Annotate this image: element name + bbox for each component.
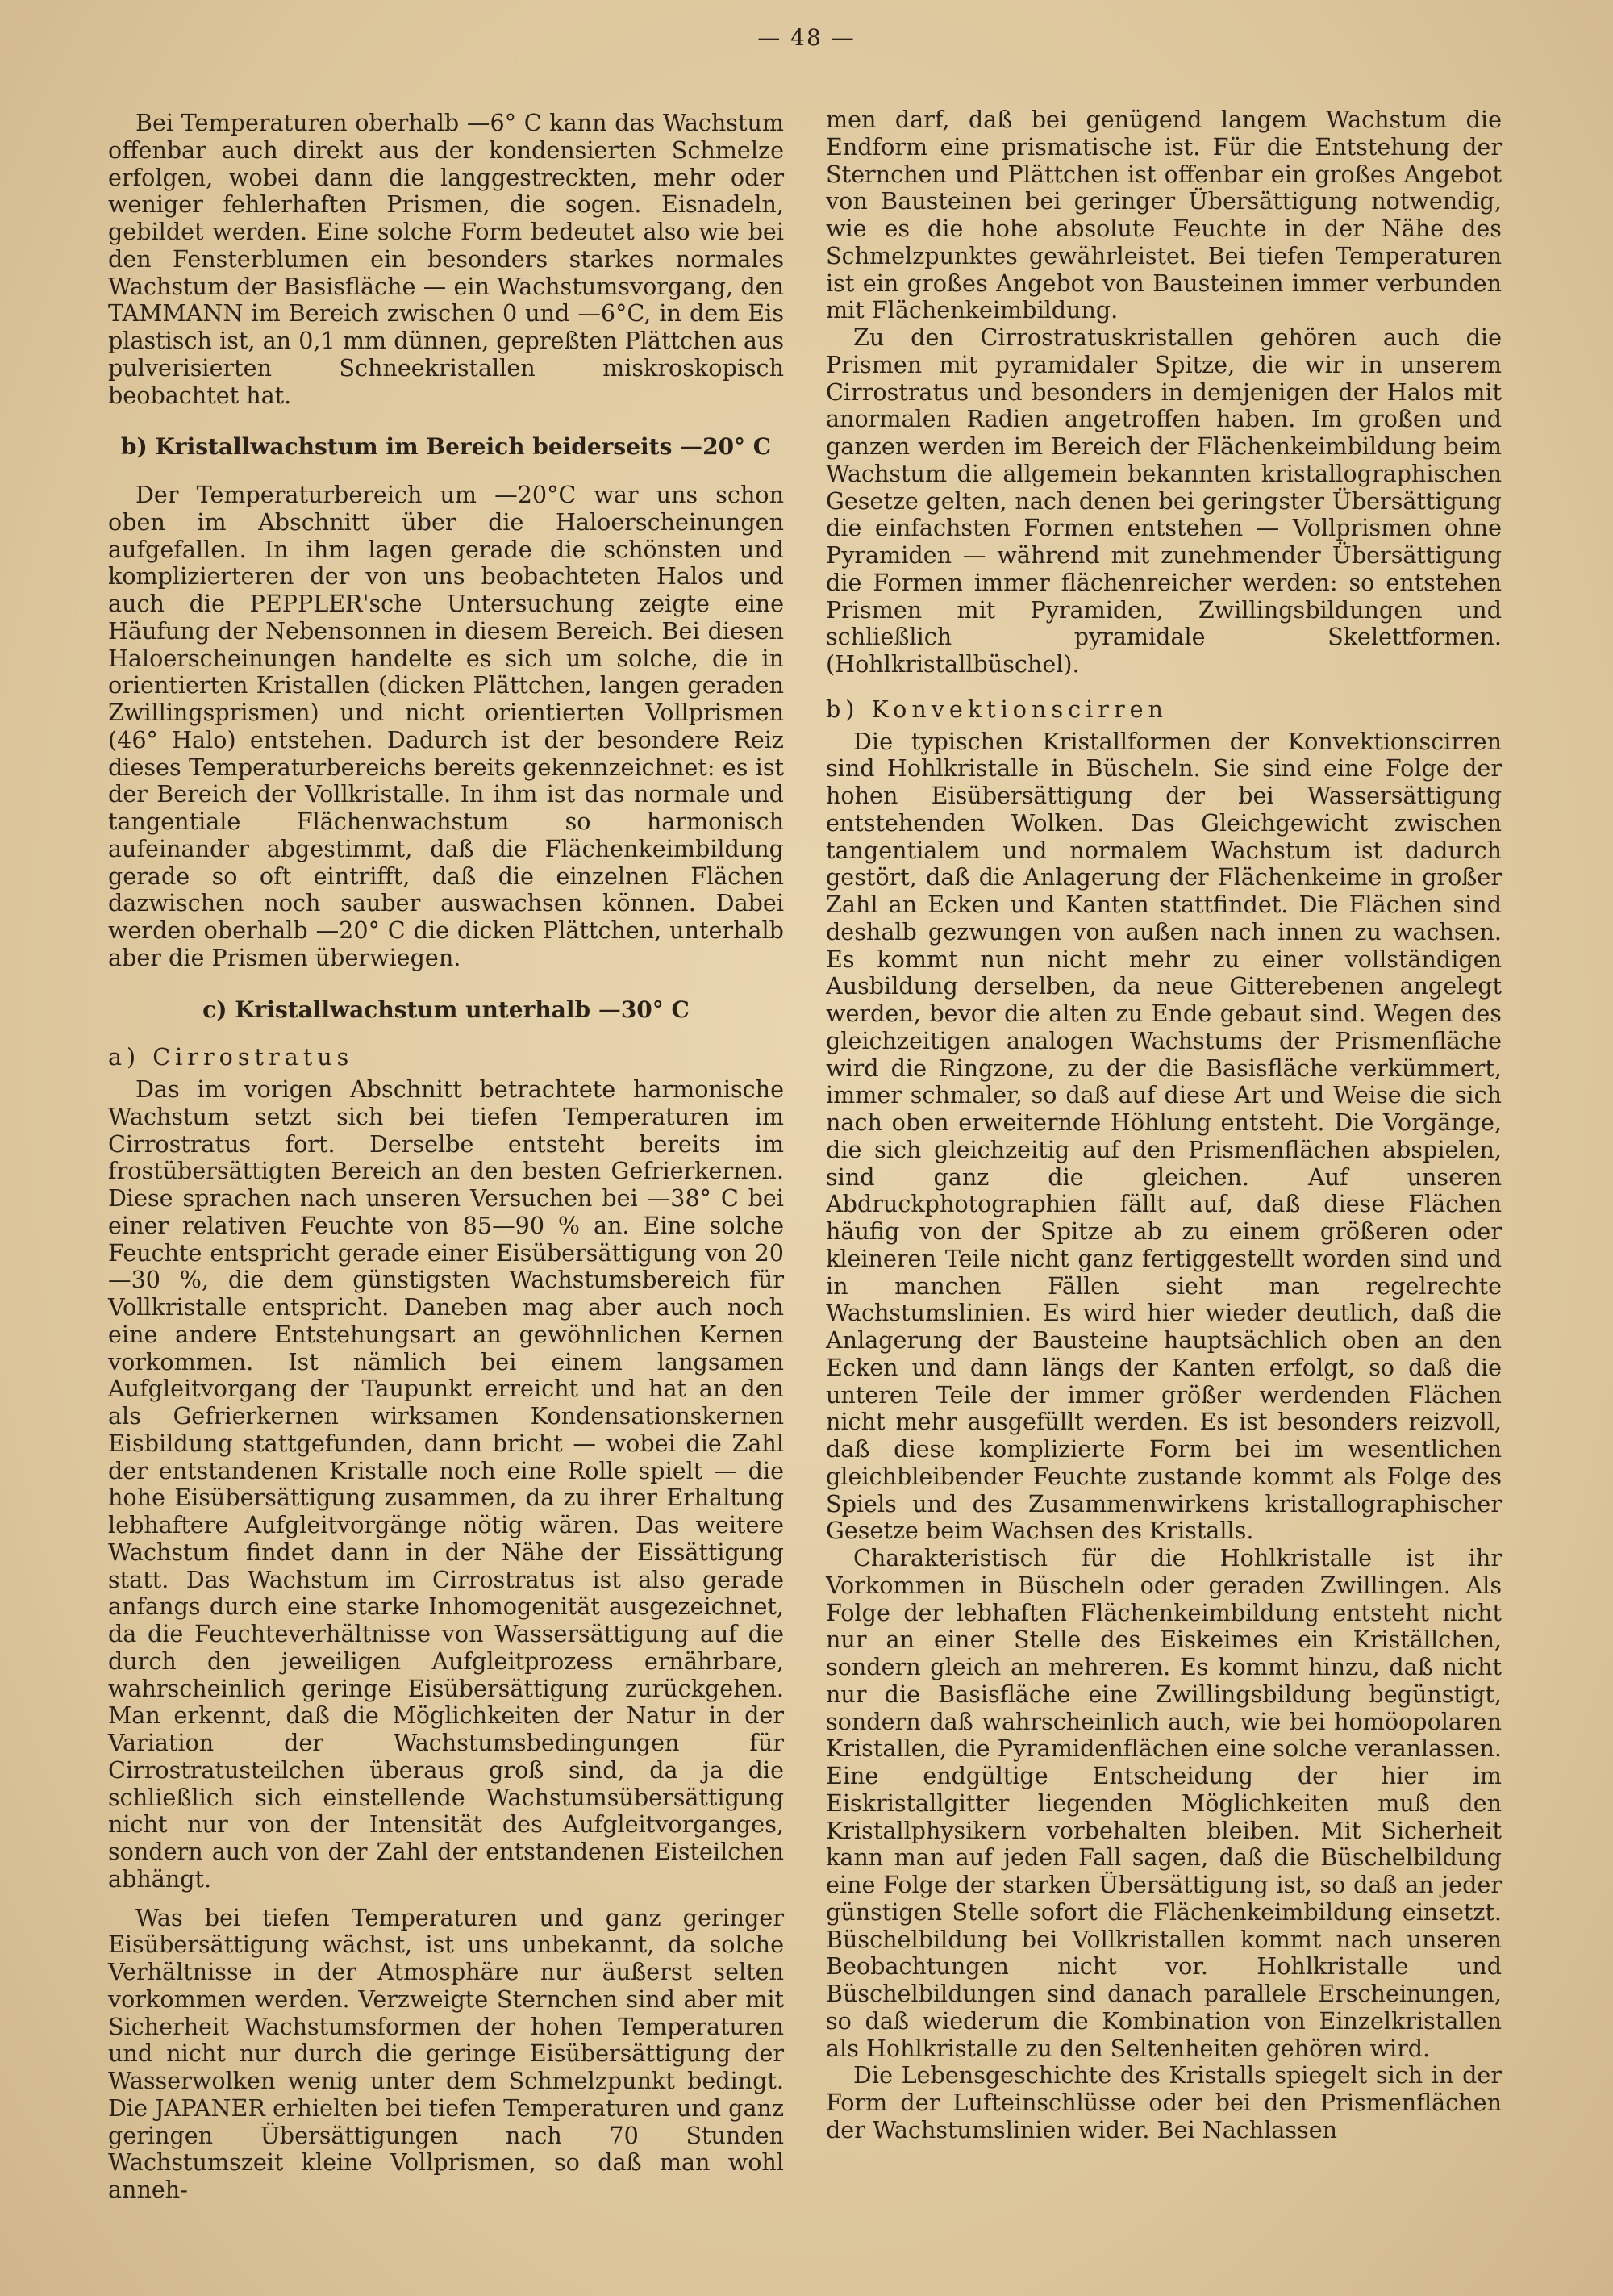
paragraph-left-3: Das im vorigen Abschnitt betrachtete harmonische Wachstum setzt sich bei tiefen Temperaturen im Cirrostratus fort. Derselbe entsteht bereits im frostübersättigten Bereich an den besten Gefrierkernen. Diese sprachen nach unseren Versuchen bei —38° C bei einer relativen Feuchte von 85—90 % an. Eine solche Feuchte entspricht gerade einer Eisübersättigung von 20—30 %, die dem günstigsten Wachstumsbereich für Vollkristalle entspricht. Daneben mag aber auch noch eine andere Entstehungsart an gewöhnlichen Kernen vorkommen. Ist nämlich bei einem langsamen Aufgleitvorgang der Taupunkt erreicht und hat an den als Gefrierkernen wirksamen Kondensationskernen Eisbildung stattgefunden, dann bricht — wobei die Zahl der entstandenen Kristalle noch eine Rolle spielt — die hohe Eisübersättigung zusammen, da zu ihrer Erhaltung lebhaftere Aufgleitvorgänge nötig wären. Das weitere Wachstum findet dann in der Nähe der Eissättigung statt. Das Wachstum im Cirrostratus ist also gerade anfangs durch eine starke Inhomogenität ausgezeichnet, da die Feuchteverhältnisse von Wassersättigung auf die durch den jeweiligen Aufgleitprozess ernährbare, wahrscheinlich geringe Eisübersättigung zurückgehen. Man erkennt, daß die Möglichkeiten der Natur in der Variation der Wachstumsbedingungen für Cirrostratusteilchen überaus groß sind, da ja die schließlich sich einstellende Wachstumsübersättigung nicht nur von der Intensität des Aufgleitvorganges, sondern auch von der Zahl der entstandenen Eisteilchen abhängt.	[108, 1075, 784, 1893]
paragraph-right-2: Zu den Cirrostratuskristallen gehören auch die Prismen mit pyramidaler Spitze, die wir in unserem Cirrostratus und besonders in demjenigen der Halos mit anormalen Radien angetroffen haben. Im großen und ganzen werden im Bereich der Flächenkeimbildung beim Wachstum die allgemein bekannten kristallographischen Gesetze gelten, nach denen bei geringster Übersättigung die einfachsten Formen entstehen — Vollprismen ohne Pyramiden — während mit zunehmender Übersättigung die Formen immer flächenreicher werden: so entstehen Prismen mit Pyramiden, Zwillingsbildungen und schließlich pyramidale Skelettformen. (Hohlkristallbüschel).	[826, 324, 1502, 678]
subheading-konvektionscirren: b) Konvektionscirren	[826, 695, 1168, 723]
paragraph-left-2: Der Temperaturbereich um —20°C war uns schon oben im Abschnitt über die Haloerscheinungen aufgefallen. In ihm lagen gerade die schönsten und komplizierteren der von uns beobachteten Halos und auch die PEPPLER'sche Untersuchung zeigte eine Häufung der Nebensonnen in diesem Bereich. Bei diesen Haloerscheinungen handelte es sich um solche, die in orientierten Kristallen (dicken Plättchen, langen geraden Zwillingsprismen) und nicht orientierten Vollprismen (46° Halo) entstehen. Dadurch ist der besondere Reiz dieses Temperaturbereichs bereits gekennzeichnet: es ist der Bereich der Vollkristalle. In ihm ist das normale und tangentiale Flächenwachstum so harmonisch aufeinander abgestimmt, daß die Flächenkeimbildung gerade so oft eintrifft, daß die einzelnen Flächen dazwischen noch sauber auswachsen können. Dabei werden oberhalb —20° C die dicken Plättchen, unterhalb aber die Prismen überwiegen.	[108, 481, 784, 971]
left-column	[108, 106, 784, 2204]
paragraph-right-4: Charakteristisch für die Hohlkristalle ist ihr Vorkommen in Büscheln oder geraden Zwillingen. Als Folge der lebhaften Flächenkeimbildung entsteht nicht nur an einer Stelle des Eiskeimes ein Kriställchen, sondern gleich an mehreren. Es kommt hinzu, daß nicht nur die Basisfläche eine Zwillingsbildung begünstigt, sondern daß wahrscheinlich auch, wie bei homöopolaren Kristallen, die Pyramidenflächen eine solche veranlassen. Eine endgültige Entscheidung der hier im Eiskristallgitter liegenden Möglichkeiten muß den Kristallphysikern vorbehalten bleiben. Mit Sicherheit kann man auf jeden Fall sagen, daß die Büschelbildung eine Folge der starken Übersättigung ist, so daß an jeder günstigen Stelle sofort die Flächenkeimbildung einsetzt. Büschelbildung bei Vollkristallen kommt nach unseren Beobachtungen nicht vor. Hohlkristalle und Büschelbildungen sind danach parallele Erscheinungen, so daß wiederum die Kombination von Einzelkristallen als Hohlkristalle zu den Seltenheiten gehören wird.	[826, 1544, 1502, 2062]
paragraph-left-4: Was bei tiefen Temperaturen und ganz geringer Eisübersättigung wächst, ist uns unbekannt, da solche Verhältnisse in der Atmosphäre nur äußerst selten vorkommen werden. Verzweigte Sternchen sind aber mit Sicherheit Wachstumsformen der hohen Temperaturen und nicht nur durch die geringe Eisübersättigung der Wasserwolken wenig unter dem Schmelzpunkt bedingt. Die JAPANER erhielten bei tiefen Temperaturen und ganz geringen Übersättigungen nach 70 Stunden Wachstumszeit kleine Vollprismen, so daß man wohl anneh-	[108, 1903, 785, 2203]
section-heading-b: b) Kristallwachstum im Bereich beiderseits —20° C	[120, 433, 772, 461]
paragraph-right-5: Die Lebensgeschichte des Kristalls spiegelt sich in der Form der Lufteinschlüsse oder bei den Prismenflächen der Wachstumslinien wider. Bei Nachlassen	[826, 2061, 1502, 2144]
paragraph-right-1: men darf, daß bei genügend langem Wachstum die Endform eine prismatische ist. Für die Entstehung der Sternchen und Plättchen ist offenbar ein großes Angebot von Bausteinen bei geringer Übersättigung notwendig, wie es die hohe absolute Feuchte in der Nähe des Schmelzpunktes gewährleistet. Bei tiefen Temperaturen ist ein großes Angebot von Bausteinen immer verbunden mit Flächenkeimbildung.	[826, 106, 1502, 324]
paragraph-right-3: Die typischen Kristallformen der Konvektionscirren sind Hohlkristalle in Büscheln. Sie sind eine Folge der hohen Eisübersättigung der bei Wassersättigung entstehenden Wolken. Das Gleichgewicht zwischen tangentialem und normalem Wachstum ist dadurch gestört, daß die Anlagerung der Flächenkeime in großer Zahl an Ecken und Kanten stattfindet. Die Flächen sind deshalb gezwungen von außen nach innen zu wachsen. Es kommt nun nicht mehr zu einer vollständigen Ausbildung derselben, da neue Gitterebenen angelegt werden, bevor die alten zu Ende gebaut sind. Wegen des gleichzeitigen analogen Wachstums der Prismenfläche wird die Ringzone, zu der die Basisfläche verkümmert, immer schmaler, so daß auf diese Art und Weise die sich nach oben erweiternde Höhlung entsteht. Die Vorgänge, die sich gleichzeitig auf den Prismenflächen abspielen, sind ganz die gleichen. Auf unseren Abdruckphotographien fällt auf, daß diese Flächen häufig von der Spitze ab zu einem größeren oder kleineren Teile nicht ganz fertiggestellt worden sind und in manchen Fällen sieht man regelrechte Wachstumslinien. Es wird hier wieder deutlich, daß die Anlagerung der Bausteine hauptsächlich oben an den Ecken und dann längs der Kanten erfolgt, so daß die unteren Teile der immer größer werdenden Flächen nicht mehr ausgefüllt werden. Es ist besonders reizvoll, daß diese komplizierte Form bei im wesentlichen gleichbleibender Feuchte zustande kommt als Folge des Spiels und des Zusammenwirkens kristallographischer Gesetze beim Wachsen des Kristalls.	[826, 727, 1502, 1545]
section-heading-c: c) Kristallwachstum unterhalb —30° C	[202, 996, 690, 1023]
right-column	[826, 106, 1502, 2144]
page-number: — 48 —	[757, 24, 856, 51]
paragraph-left-1: Bei Temperaturen oberhalb —6° C kann das Wachstum offenbar auch direkt aus der kondensierten Schmelze erfolgen, wobei dann die langgestreckten, mehr oder weniger fehlerhaften Prismen, die sogen. Eisnadeln, gebildet werden. Eine solche Form bedeutet also wie bei den Fensterblumen ein besonders starkes normales Wachstum der Basisfläche — ein Wachstumsvorgang, den TAMMANN im Bereich zwischen 0 und —6°C, in dem Eis plastisch ist, an 0,1 mm dünnen, gepreßten Plättchen aus pulverisierten Schneekristallen miskroskopisch beobachtet hat.	[108, 109, 784, 409]
subheading-cirrostratus: a) Cirrostratus	[108, 1043, 354, 1071]
